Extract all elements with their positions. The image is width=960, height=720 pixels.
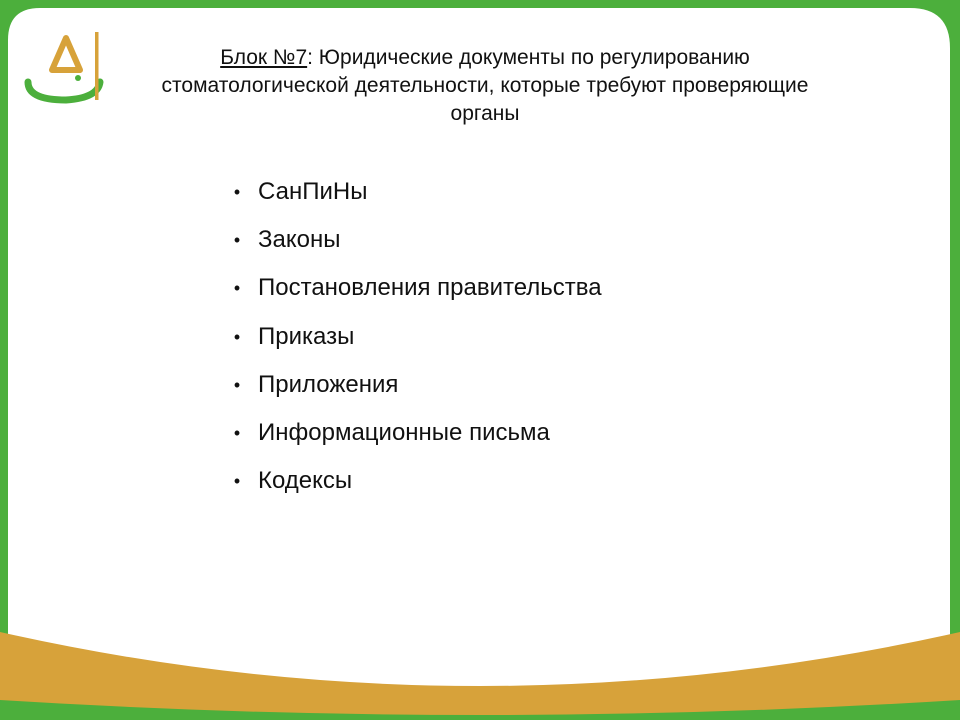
bullet-icon: •	[233, 422, 241, 443]
bullet-icon: •	[233, 182, 241, 202]
list-item-label: Постановления правительства	[258, 274, 602, 302]
list-item	[230, 226, 602, 274]
page-title	[130, 44, 840, 128]
triangle-drop-logo-icon	[22, 30, 104, 104]
document-list	[230, 178, 602, 515]
list-item-label: Приказы	[258, 322, 355, 350]
list-item-label: СанПиНы	[258, 178, 368, 205]
bullet-icon: •	[233, 374, 241, 395]
list-item-label: Информационные письма	[258, 418, 550, 446]
bullet-icon: •	[233, 471, 241, 492]
list-item	[230, 467, 602, 515]
list-item	[230, 323, 602, 371]
list-item-label: Законы	[258, 226, 341, 254]
list-item-label: Приложения	[258, 370, 399, 398]
list-item	[230, 274, 602, 322]
bullet-icon: •	[233, 326, 241, 347]
block-label: Блок №7	[220, 46, 308, 69]
list-item-label: Кодексы	[258, 467, 353, 495]
list-item	[230, 178, 602, 226]
title-text: : Юридические документы по регулированию стоматологической деятельности, которые требуют проверяющие органы	[161, 46, 809, 125]
list-item	[230, 371, 602, 419]
bullet-icon: •	[233, 278, 241, 299]
bullet-icon: •	[233, 230, 241, 251]
list-item	[230, 419, 602, 467]
